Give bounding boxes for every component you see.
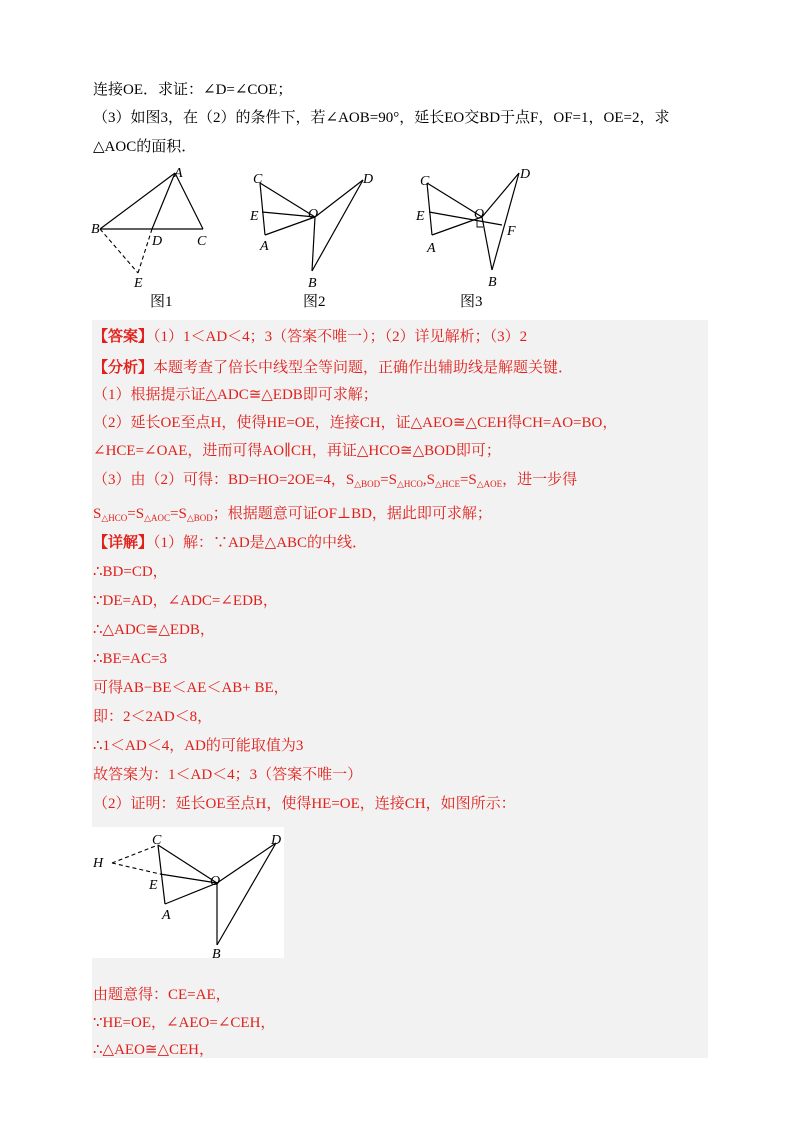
answer-line	[93, 327, 527, 347]
detail-line-5: ∴BE=AC=3	[93, 651, 167, 667]
svg-text:D: D	[520, 167, 531, 182]
answer-text: （1）1＜AD＜4；3（答案不唯一）；（2）详见解析；（3）2	[153, 329, 528, 345]
figure-4	[92, 827, 284, 958]
detail-line-10: （2）证明：延长OE至点H，使得HE=OE，连接CH，如图所示：	[93, 796, 516, 812]
svg-text:C: C	[197, 234, 207, 249]
detail-line-7: 即：2＜2AD＜8，	[93, 709, 213, 725]
svg-text:E: E	[149, 878, 158, 893]
detail-line-9: 故答案为：1＜AD＜4；3（答案不唯一）	[93, 767, 363, 783]
svg-text:E: E	[134, 276, 143, 291]
svg-text:E: E	[416, 209, 425, 224]
svg-text:C: C	[253, 172, 263, 187]
analysis-line-5: （3）由（2）可得：BD=HO=2OE=4，$S_{\triangle BOD}=S_{\triangle HCO},S_{\triangle HCE}=S_{\triangle AOE}$，进一步得	[93, 472, 578, 489]
detail-line-13: ∴△AEO≅△CEH，	[93, 1042, 215, 1058]
svg-text:A: A	[427, 241, 436, 256]
svg-text:B: B	[308, 276, 317, 291]
detail-line-1: 【详解】（1）解：∵AD是△ABC的中线．	[93, 535, 368, 551]
svg-text:C: C	[152, 833, 162, 848]
svg-text:B: B	[488, 275, 497, 290]
figure-1	[91, 166, 207, 291]
detail-line-11: 由题意得：CE=AE，	[93, 987, 231, 1003]
svg-text:H: H	[93, 856, 104, 871]
analysis-line-2: （1）根据提示证△ADC≅△EDB即可求解；	[93, 387, 378, 403]
figure-2	[249, 172, 373, 291]
detail-line-6: 可得AB−BE＜AE＜AB+ BE，	[93, 680, 289, 696]
analysis-line-6: $S_{\triangle HCO}=S_{\triangle AOC}=S_{\triangle BOD}$；根据题意可证OF⊥BD，据此即可求解；	[93, 506, 492, 523]
analysis-line-3: （2）延长OE至点H，使得HE=OE，连接CH，证△AEO≅△CEH得CH=AO=BO，	[93, 415, 618, 431]
question-line-1: 连接OE．求证：∠D=∠COE；	[93, 82, 293, 98]
svg-text:O: O	[210, 874, 221, 889]
detail-line-3: ∵DE=AD，∠ADC=∠EDB，	[93, 593, 278, 609]
svg-text:O: O	[474, 207, 485, 222]
svg-text:E: E	[250, 209, 259, 224]
detail-label: 【详解】	[93, 535, 154, 551]
svg-text:D: D	[152, 234, 163, 249]
detail-line-2: ∴BD=CD，	[93, 564, 168, 580]
analysis-line-4: ∠HCE=∠OAE，进而可得AO∥CH，再证△HCO≅△BOD即可；	[93, 443, 501, 459]
svg-text:B: B	[212, 947, 221, 958]
svg-text:F: F	[507, 224, 516, 239]
svg-text:D: D	[363, 172, 374, 187]
analysis-label: 【分析】	[93, 360, 154, 376]
detail-line-8: ∴1＜AD＜4，AD的可能取值为3	[93, 738, 304, 754]
figure-1-caption: 图1	[150, 294, 173, 310]
svg-text:B: B	[91, 222, 100, 237]
question-line-2: （3）如图3，在（2）的条件下，若∠AOB=90°，延长EO交BD于点F，OF=1，OE=2，求	[93, 110, 670, 126]
figure-3-caption: 图3	[460, 294, 483, 310]
detail-line-4: ∴△ADC≅△EDB，	[93, 622, 215, 638]
figure-2-caption: 图2	[303, 294, 326, 310]
svg-text:A: A	[174, 166, 183, 181]
svg-text:D: D	[271, 833, 282, 848]
svg-text:A: A	[162, 908, 171, 923]
detail-line-12: ∵HE=OE，∠AEO=∠CEH，	[93, 1015, 276, 1031]
analysis-line-1: 【分析】本题考查了倍长中线型全等问题，正确作出辅助线是解题关键．	[93, 360, 574, 376]
svg-text:A: A	[260, 239, 269, 254]
answer-label: 【答案】	[93, 329, 154, 345]
figure-3	[415, 167, 530, 290]
question-line-3: △AOC的面积．	[93, 139, 197, 155]
svg-text:C: C	[420, 174, 430, 189]
figure-row	[90, 165, 550, 295]
solution-background-side	[284, 827, 708, 958]
svg-text:O: O	[308, 207, 319, 222]
